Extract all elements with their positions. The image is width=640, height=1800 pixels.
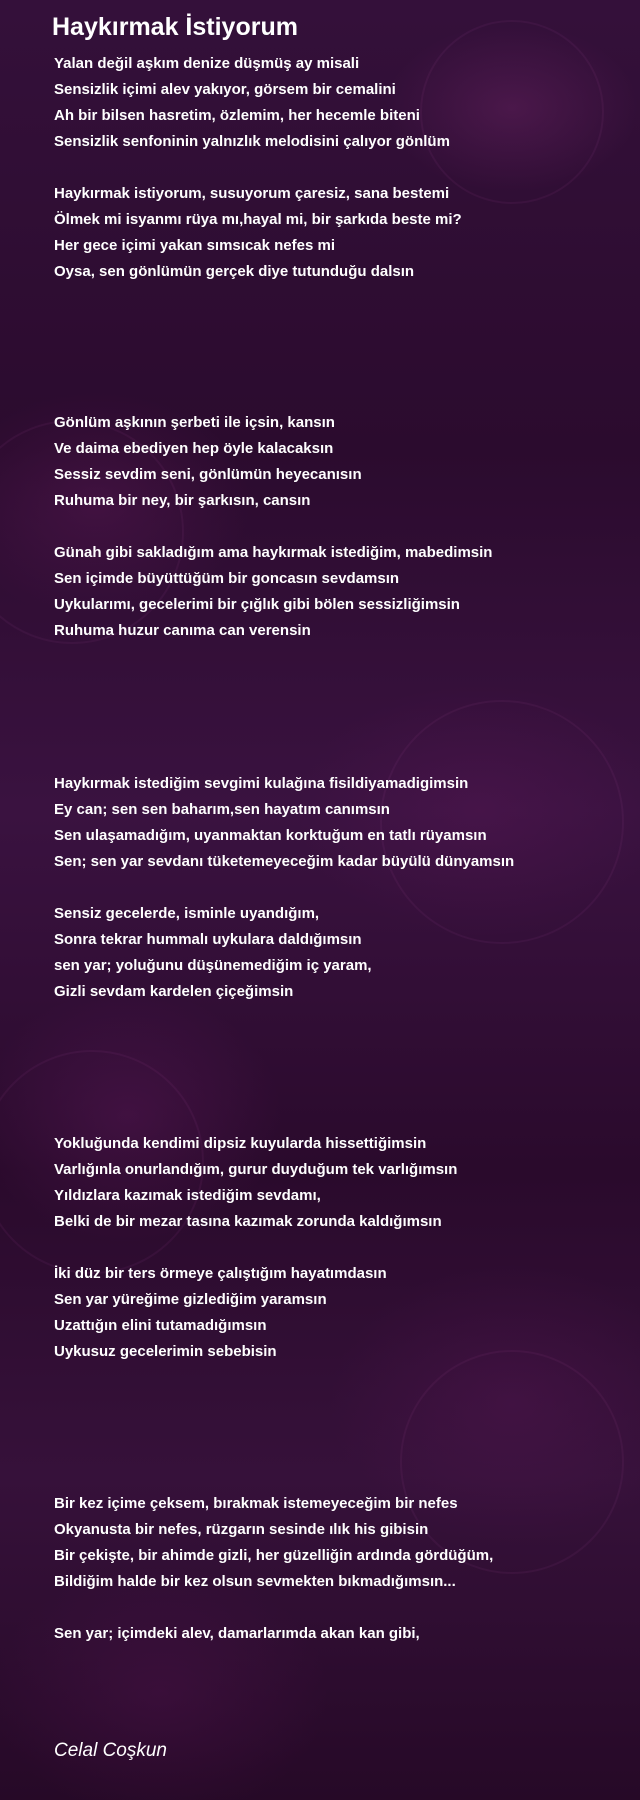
poem-section-5: [54, 1491, 634, 1647]
poem-line: Sessiz sevdim seni, gönlümün heyecanısın: [54, 466, 362, 483]
poem-line: Sen yar; içimdeki alev, damarlarımda akan kan gibi,: [54, 1625, 420, 1642]
poem-line: Her gece içimi yakan sımsıcak nefes mi: [54, 237, 335, 254]
stanza-gap: [54, 1595, 634, 1621]
poem-line: Oysa, sen gönlümün gerçek diye tutunduğu dalsın: [54, 263, 415, 280]
stanza-gap: [54, 875, 634, 901]
poem-line: Sonra tekrar hummalı uykulara daldığımsın: [54, 931, 362, 948]
poem-line: Sen ulaşamadığım, uyanmaktan korktuğum en tatlı rüyamsın: [54, 827, 487, 844]
poem-line: Bir kez içime çeksem, bırakmak istemeyeceğim bir nefes: [54, 1495, 458, 1512]
poem-line: Varlığınla onurlandığım, gurur duyduğum tek varlığımsın: [54, 1161, 458, 1178]
poem-line: Sensiz gecelerde, isminle uyandığım,: [54, 905, 320, 922]
poem-line: Sen; sen yar sevdanı tüketemeyeceğim kadar büyülü dünyamsın: [54, 853, 515, 870]
poem-line: Yıldızlara kazımak istediğim sevdamı,: [54, 1187, 321, 1204]
poem-line: Sensizlik içimi alev yakıyor, görsem bir cemalini: [54, 81, 396, 98]
poem-line: Ruhuma huzur canıma can verensin: [54, 622, 311, 639]
poem-line: Sensizlik senfoninin yalnızlık melodisini çalıyor gönlüm: [54, 133, 450, 150]
poem-line: Ruhuma bir ney, bir şarkısın, cansın: [54, 492, 311, 509]
poem-line: Ah bir bilsen hasretim, özlemim, her hecemle biteni: [54, 107, 420, 124]
poem-line: Haykırmak istediğim sevgimi kulağına fisildiyamadigimsin: [54, 775, 469, 792]
poem-title: Haykırmak İstiyorum: [52, 13, 298, 41]
poem-line: Bildiğim halde bir kez olsun sevmekten bıkmadığımsın...: [54, 1573, 456, 1590]
poem-section-1: [54, 51, 634, 285]
poem-line: Belki de bir mezar tasına kazımak zorunda kaldığımsın: [54, 1213, 442, 1230]
poem-section-2: [54, 410, 634, 644]
poem-line: Günah gibi sakladığım ama haykırmak istediğim, mabedimsin: [54, 544, 493, 561]
poem-line: Ölmek mi isyanmı rüya mı,hayal mi, bir şarkıda beste mi?: [54, 211, 462, 228]
poem-section-3: [54, 771, 634, 1005]
poem-line: Yokluğunda kendimi dipsiz kuyularda hissettiğimsin: [54, 1135, 427, 1152]
poem-line: Ey can; sen sen baharım,sen hayatım canımsın: [54, 801, 390, 818]
poem-line: Yalan değil aşkım denize düşmüş ay misali: [54, 55, 360, 72]
poem-line: İki düz bir ters örmeye çalıştığım hayatımdasın: [54, 1265, 387, 1282]
poem-line: Gizli sevdam kardelen çiçeğimsin: [54, 983, 294, 1000]
stanza-gap: [54, 1235, 634, 1261]
poem-line: Haykırmak istiyorum, susuyorum çaresiz, sana bestemi: [54, 185, 450, 202]
poem-line: sen yar; yoluğunu düşünemediğim iç yaram,: [54, 957, 372, 974]
poem-line: Uykularımı, gecelerimi bir çığlık gibi bölen sessizliğimsin: [54, 596, 460, 613]
poem-line: Bir çekişte, bir ahimde gizli, her güzelliğin ardında gördüğüm,: [54, 1547, 494, 1564]
poem-line: Ve daima ebediyen hep öyle kalacaksın: [54, 440, 334, 457]
stanza-gap: [54, 514, 634, 540]
poem-line: Sen yar yüreğime gizlediğim yaramsın: [54, 1291, 327, 1308]
poem-line: Uykusuz gecelerimin sebebisin: [54, 1343, 277, 1360]
stanza-gap: [54, 155, 634, 181]
poem-line: Sen içimde büyüttüğüm bir goncasın sevdamsın: [54, 570, 400, 587]
poem-line: Uzattığın elini tutamadığımsın: [54, 1317, 267, 1334]
poem-line: Okyanusta bir nefes, rüzgarın sesinde ılık his gibisin: [54, 1521, 429, 1538]
poem-line: Gönlüm aşkının şerbeti ile içsin, kansın: [54, 414, 335, 431]
poem-author: Celal Coşkun: [54, 1740, 167, 1761]
poem-section-4: [54, 1131, 634, 1365]
